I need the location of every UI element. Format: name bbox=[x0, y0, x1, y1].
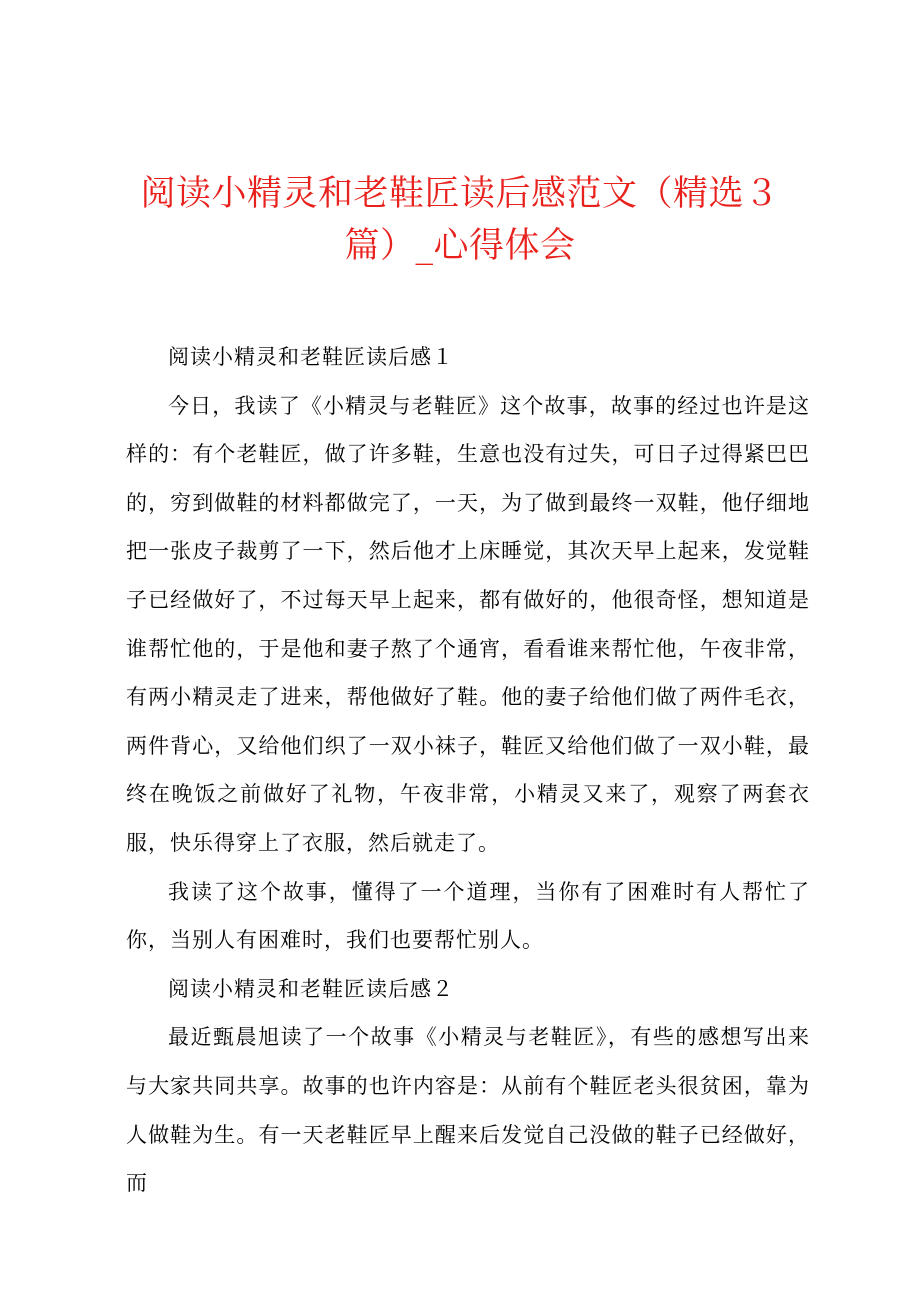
document-body bbox=[126, 333, 810, 1208]
section-heading-1: 阅读小精灵和老鞋匠读后感１ bbox=[168, 345, 454, 369]
paragraph-story-summary: 今日，我读了《小精灵与老鞋匠》这个故事，故事的经过也许是这样的：有个老鞋匠，做了许多鞋，生意也没有过失，可日子过得紧巴巴的，穷到做鞋的材料都做完了，一天，为了做到最终一双鞋，他仔细地把一张皮子裁剪了一下，然后他才上床睡觉，其次天早上起来，发觉鞋子已经做好了，不过每天早上起来，都有做好的，他很奇怪，想知道是谁帮忙他的，于是他和妻子熬了个通宵，看看谁来帮忙他，午夜非常，有两小精灵走了进来，帮他做好了鞋。他的妻子给他们做了两件毛衣，两件背心，又给他们织了一双小袜子，鞋匠又给他们做了一双小鞋，最终在晚饭之前做好了礼物，午夜非常，小精灵又来了，观察了两套衣服，快乐得穿上了衣服，然后就走了。 bbox=[126, 393, 810, 855]
section-heading-2: 阅读小精灵和老鞋匠读后感２ bbox=[168, 976, 454, 1001]
paragraph-second-essay: 最近甄晨旭读了一个故事《小精灵与老鞋匠》，有些的感想写出来与大家共同共享。故事的也许内容是：从前有个鞋匠老头很贫困，靠为人做鞋为生。有一天老鞋匠早上醒来后发觉自己没做的鞋子已经做好，而 bbox=[126, 1025, 810, 1196]
document-title: 阅读小精灵和老鞋匠读后感范文（精选３篇）_心得体会 bbox=[140, 174, 780, 266]
paragraph-lesson: 我读了这个故事，懂得了一个道理，当你有了困难时有人帮忙了你，当别人有困难时，我们也要帮忙别人。 bbox=[126, 879, 810, 953]
